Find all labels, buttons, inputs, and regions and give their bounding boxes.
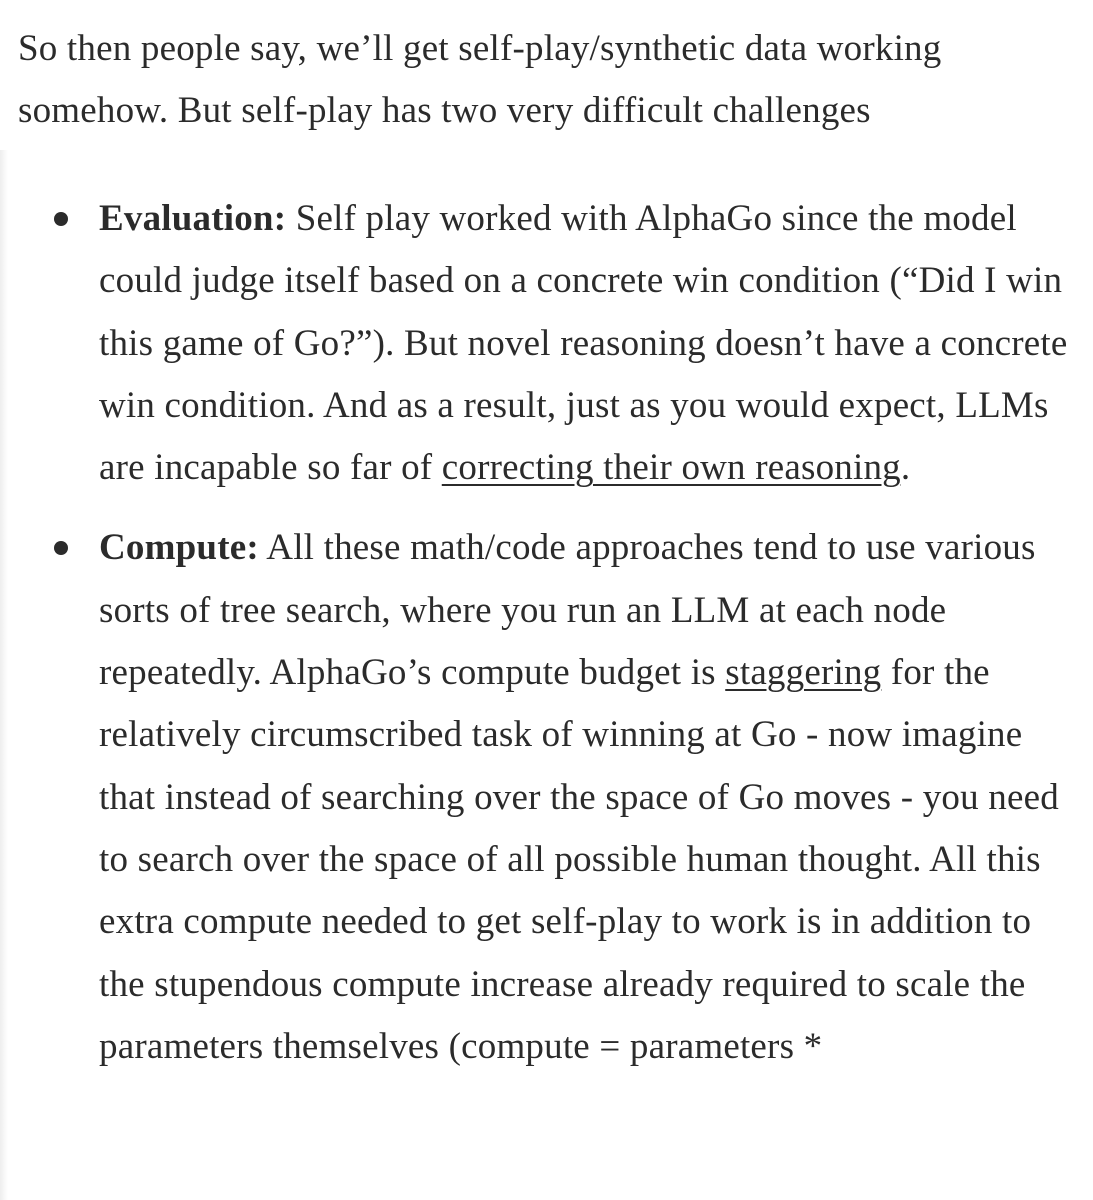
term-evaluation: Evaluation: [99, 198, 287, 239]
intro-paragraph [18, 18, 1078, 142]
list-item-evaluation [0, 188, 1093, 499]
challenges-list [0, 188, 1093, 1078]
bullet-icon [54, 212, 68, 226]
evaluation-text: Self play worked with AlphaGo since the model could judge itself based on a concrete win condition (“Did I win this game of Go?”). But novel reasoning doesn’t have a concrete win condition. And as a result, just as you would expect, LLMs are incapable so far of [99, 198, 1068, 489]
term-compute: Compute: [99, 527, 259, 569]
correcting-reasoning-link[interactable]: correcting their own reasoning [441, 447, 901, 489]
staggering-link[interactable]: staggering [725, 652, 882, 694]
compute-text-end: for the relatively circumscribed task of winning at Go - now imagine that instead of searching over the space of Go moves - you need to search over the space of all possible human thought. All this extra compute needed to get self-play to work is in addition to the stupendous compute increase already required to scale the parameters themselves (compute = parameters * [99, 652, 1059, 1067]
list-item-compute [0, 517, 1093, 1078]
compute-text: All these math/code approaches tend to use various sorts of tree search, where you run an LLM at each node repeatedly. AlphaGo’s compute budget is [99, 527, 1036, 694]
intro-line-1: So then people say, we’ll get self-play/synthetic data working [18, 28, 942, 69]
evaluation-text-end: . [900, 447, 911, 489]
intro-line-2: somehow. But self-play has two very difficult challenges [18, 90, 871, 131]
bullet-icon [54, 541, 68, 555]
